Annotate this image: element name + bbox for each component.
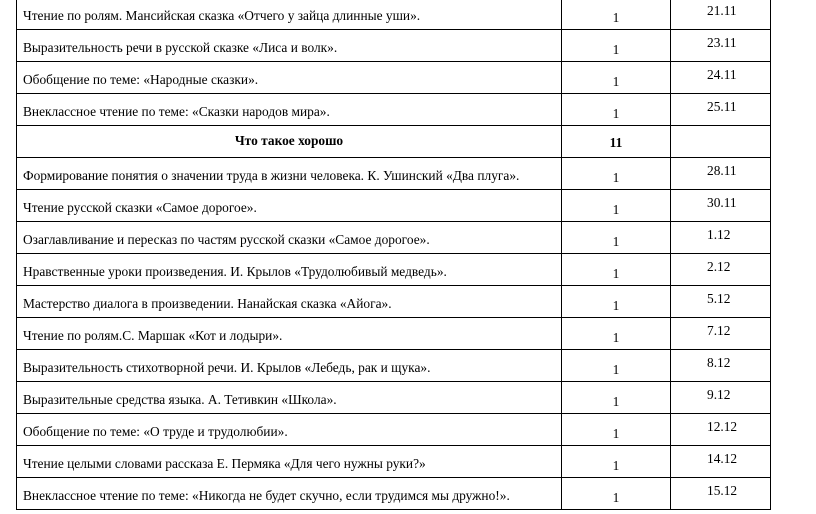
lesson-topic-cell: Формирование понятия о значении труда в жизни человека. К. Ушинский «Два плуга».	[17, 158, 562, 190]
section-title-cell: Что такое хорошо	[17, 126, 562, 158]
lesson-topic-cell: Обобщение по теме: «Народные сказки».	[17, 62, 562, 94]
lesson-hours-cell: 1	[562, 30, 671, 62]
table-row	[17, 286, 771, 318]
lesson-hours-cell: 1	[562, 94, 671, 126]
table-row	[17, 382, 771, 414]
lesson-topic-cell: Выразительность речи в русской сказке «Лиса и волк».	[17, 30, 562, 62]
lesson-topic-cell: Чтение русской сказки «Самое дорогое».	[17, 190, 562, 222]
lesson-date-cell: 28.11	[671, 158, 771, 190]
lesson-plan-table	[16, 0, 771, 510]
table-row	[17, 222, 771, 254]
lesson-date-cell: 14.12	[671, 446, 771, 478]
table-row	[17, 350, 771, 382]
lesson-hours-cell: 1	[562, 0, 671, 30]
lesson-hours-cell: 1	[562, 254, 671, 286]
table-row	[17, 62, 771, 94]
lesson-topic-cell: Чтение целыми словами рассказа Е. Пермяка «Для чего нужны руки?»	[17, 446, 562, 478]
lesson-date-cell: 7.12	[671, 318, 771, 350]
section-row	[17, 126, 771, 158]
lesson-hours-cell: 1	[562, 446, 671, 478]
lesson-topic-cell: Мастерство диалога в произведении. Нанайская сказка «Айога».	[17, 286, 562, 318]
lesson-hours-cell: 1	[562, 350, 671, 382]
lesson-topic-cell: Озаглавливание и пересказ по частям русской сказки «Самое дорогое».	[17, 222, 562, 254]
lesson-hours-cell: 1	[562, 158, 671, 190]
lesson-date-cell: 9.12	[671, 382, 771, 414]
lesson-topic-cell: Выразительные средства языка. А. Тетивкин «Школа».	[17, 382, 562, 414]
table-row	[17, 190, 771, 222]
lesson-topic-cell: Внеклассное чтение по теме: «Никогда не будет скучно, если трудимся мы дружно!».	[17, 478, 562, 510]
lesson-date-cell: 15.12	[671, 478, 771, 510]
lesson-date-cell: 21.11	[671, 0, 771, 30]
lesson-topic-cell: Нравственные уроки произведения. И. Крылов «Трудолюбивый медведь».	[17, 254, 562, 286]
lesson-date-cell: 12.12	[671, 414, 771, 446]
lesson-date-cell: 5.12	[671, 286, 771, 318]
lesson-hours-cell: 1	[562, 414, 671, 446]
lesson-date-cell: 8.12	[671, 350, 771, 382]
table-row	[17, 30, 771, 62]
lesson-hours-cell: 1	[562, 62, 671, 94]
lesson-hours-cell: 1	[562, 222, 671, 254]
table-row	[17, 254, 771, 286]
lesson-topic-cell: Чтение по ролям. Мансийская сказка «Отчего у зайца длинные уши».	[17, 0, 562, 30]
table-row	[17, 478, 771, 510]
lesson-date-cell: 23.11	[671, 30, 771, 62]
lesson-date-cell: 30.11	[671, 190, 771, 222]
lesson-date-cell: 24.11	[671, 62, 771, 94]
lesson-date-cell: 1.12	[671, 222, 771, 254]
lesson-topic-cell: Чтение по ролям.С. Маршак «Кот и лодыри».	[17, 318, 562, 350]
section-hours-cell: 11	[562, 126, 671, 158]
table-row	[17, 414, 771, 446]
lesson-hours-cell: 1	[562, 478, 671, 510]
lesson-date-cell: 2.12	[671, 254, 771, 286]
table-row	[17, 94, 771, 126]
table-row	[17, 158, 771, 190]
section-date-cell	[671, 126, 771, 158]
lesson-hours-cell: 1	[562, 382, 671, 414]
lesson-topic-cell: Внеклассное чтение по теме: «Сказки народов мира».	[17, 94, 562, 126]
table-row	[17, 0, 771, 30]
lesson-topic-cell: Обобщение по теме: «О труде и трудолюбии».	[17, 414, 562, 446]
table-row	[17, 318, 771, 350]
lesson-hours-cell: 1	[562, 286, 671, 318]
table-row	[17, 446, 771, 478]
lesson-hours-cell: 1	[562, 190, 671, 222]
lesson-date-cell: 25.11	[671, 94, 771, 126]
lesson-topic-cell: Выразительность стихотворной речи. И. Крылов «Лебедь, рак и щука».	[17, 350, 562, 382]
lesson-hours-cell: 1	[562, 318, 671, 350]
